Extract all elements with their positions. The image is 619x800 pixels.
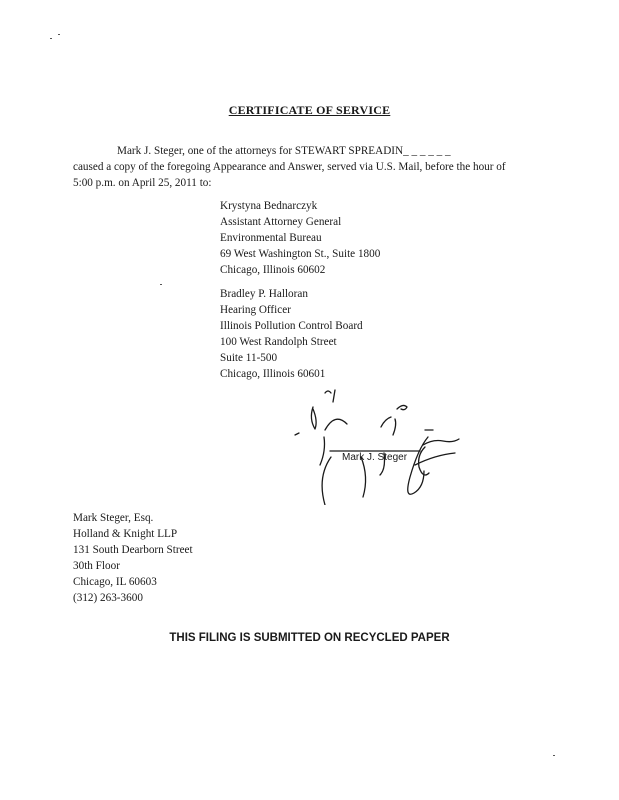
handwritten-signature <box>285 385 465 505</box>
address-line: Illinois Pollution Control Board <box>220 320 363 332</box>
recipient-address-1 <box>220 198 380 278</box>
document-title: CERTIFICATE OF SERVICE <box>228 103 391 117</box>
address-line: Chicago, Illinois 60601 <box>220 368 326 380</box>
address-line: Krystyna Bednarczyk <box>220 200 318 212</box>
service-paragraph <box>73 143 563 191</box>
address-line: Hearing Officer <box>220 304 291 316</box>
scan-speck <box>160 284 162 285</box>
paragraph-line: Mark J. Steger, one of the attorneys for STEWART SPREADIN_ _ _ _ _ _ <box>117 145 451 157</box>
address-line: 30th Floor <box>73 560 120 572</box>
address-line: Bradley P. Halloran <box>220 288 308 300</box>
scan-speck <box>58 34 60 35</box>
signature-printed-name: Mark J. Steger <box>342 452 408 463</box>
scan-speck <box>50 38 52 39</box>
address-line: Mark Steger, Esq. <box>73 512 154 524</box>
recipient-address-2 <box>220 286 363 382</box>
address-line: Holland & Knight LLP <box>73 528 178 540</box>
recycled-paper-footer: THIS FILING IS SUBMITTED ON RECYCLED PAPER <box>169 632 450 644</box>
address-line: Environmental Bureau <box>220 232 322 244</box>
address-line: 69 West Washington St., Suite 1800 <box>220 248 381 260</box>
address-line: Chicago, Illinois 60602 <box>220 264 326 276</box>
address-line: Assistant Attorney General <box>220 216 342 228</box>
sender-address <box>73 510 193 606</box>
address-line: 100 West Randolph Street <box>220 336 337 348</box>
address-line: Suite 11-500 <box>220 352 278 364</box>
address-line: (312) 263-3600 <box>73 592 143 604</box>
scan-speck <box>553 755 555 756</box>
address-line: 131 South Dearborn Street <box>73 544 193 556</box>
paragraph-line: 5:00 p.m. on April 25, 2011 to: <box>73 177 212 189</box>
address-line: Chicago, IL 60603 <box>73 576 157 588</box>
paragraph-line: caused a copy of the foregoing Appearance and Answer, served via U.S. Mail, before the hour of <box>73 161 506 173</box>
